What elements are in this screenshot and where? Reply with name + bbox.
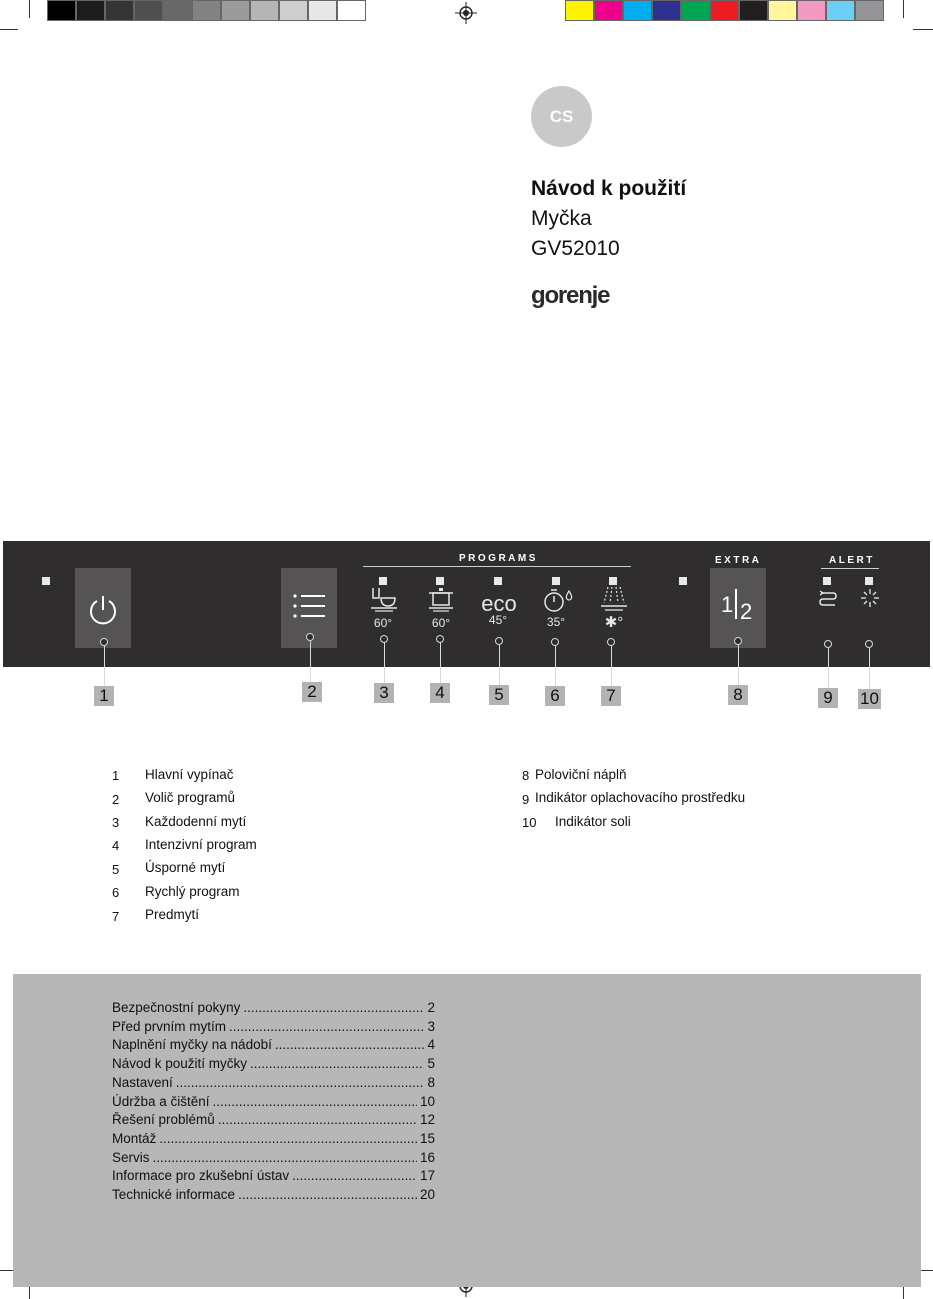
language-badge: CS [531,86,592,147]
programs-underline [363,566,631,567]
rinse-aid-icon [817,588,839,608]
extra-label: EXTRA [715,555,762,566]
toc-entry-page: 2 [427,1000,435,1015]
color-swatch [826,0,855,21]
toc-entry-label: Před prvním mytím [112,1018,227,1034]
model-number: GV52010 [531,237,620,260]
toc-entry-page: 15 [419,1130,435,1146]
leader-line [499,645,500,685]
product-name: Myčka [531,207,592,230]
color-swatch [710,0,739,21]
toc-entry-page: 8 [427,1074,435,1090]
daily-wash-icon [367,586,399,614]
legend-label: Indikátor soli [555,814,631,829]
toc-entry-page: 4 [427,1037,435,1053]
legend-number: 6 [112,885,120,900]
legend-number: 2 [112,792,120,807]
program-led [436,577,444,585]
gray-swatch [250,0,279,21]
toc-entry[interactable] [112,1094,435,1113]
crop-mark [29,0,30,18]
toc-leader-dots [153,1150,417,1165]
legend-number: 3 [112,815,120,830]
toc-entry[interactable] [112,1112,435,1131]
half-load-led [679,577,687,585]
toc-entry-label: Technické informace [112,1187,236,1202]
power-icon [75,568,131,648]
gray-swatch [105,0,134,21]
program-temp: 60° [431,616,451,630]
alert-underline [821,568,879,569]
color-swatch [768,0,797,21]
color-swatch [623,0,652,21]
legend-number: 10 [522,815,537,830]
crop-mark [0,29,18,30]
toc-entry[interactable] [112,1187,435,1206]
leader-line [440,643,441,683]
color-swatch [797,0,826,21]
toc-leader-dots [292,1168,417,1183]
half-load-denominator: 2 [740,599,753,624]
toc-entry-label: Montáž [112,1130,157,1146]
quick-timer-icon [541,587,575,615]
legend-label: Indikátor oplachovacího prostředku [535,790,746,805]
gray-swatch [76,0,105,21]
toc-entry-label: Informace pro zkušební ústav [112,1168,290,1184]
color-swatch [652,0,681,21]
toc-entry-page: 20 [419,1187,435,1202]
legend-label: Hlavní vypínač [145,767,234,782]
toc-entry[interactable] [112,1150,435,1169]
leader-line [384,643,385,683]
toc-entry[interactable] [112,1131,435,1150]
callout-5: 5 [489,685,509,705]
color-swatch [739,0,768,21]
toc-entry-page: 5 [427,1056,435,1072]
program-led [552,577,560,585]
leader-line [611,646,612,686]
salt-led [865,577,873,585]
legend-label: Volič programů [145,790,236,805]
legend-number: 4 [112,838,120,853]
program-temp: 60° [373,616,393,630]
callout-2: 2 [302,682,322,702]
leader-line [738,645,739,685]
legend-label: Každodenní mytí [145,814,247,829]
color-swatch [855,0,884,21]
toc-entry[interactable] [112,1168,435,1187]
toc-entry-label: Naplnění myčky na nádobí [112,1037,272,1053]
callout-7: 7 [601,686,621,706]
toc-entry-label: Údržba a čištění [112,1093,210,1109]
legend-number: 9 [522,792,530,807]
program-temp: 35° [546,615,566,629]
gray-swatch [337,0,366,21]
callout-6: 6 [545,686,565,706]
toc-leader-dots [238,1187,417,1202]
callout-4: 4 [430,683,450,703]
eco-icon: eco [481,591,517,616]
gray-swatch [279,0,308,21]
callout-8: 8 [728,685,748,705]
toc-entry[interactable] [112,1019,435,1038]
toc-entry-label: Řešení problémů [112,1112,215,1128]
gray-swatch [308,0,337,21]
legend-number: 8 [522,768,530,783]
toc-entry[interactable] [112,1037,435,1056]
document-title: Návod k použití [531,177,687,200]
half-load-button[interactable] [710,568,766,648]
toc-leader-dots [218,1112,417,1127]
program-temp: ✱° [604,614,624,631]
legend-label: Predmytí [145,907,200,922]
program-led [494,577,502,585]
leader-line [310,641,311,683]
color-swatch [565,0,594,21]
power-button[interactable] [75,568,131,648]
color-swatch [681,0,710,21]
program-led [379,577,387,585]
crop-mark [913,29,933,30]
toc-entry[interactable] [112,1056,435,1075]
gray-swatch [163,0,192,21]
legend-label: Poloviční náplň [535,767,627,782]
half-load-divider [735,589,737,619]
toc-leader-dots [159,1131,417,1146]
callout-9: 9 [818,688,838,708]
half-load-numerator: 1 [721,592,734,617]
registration-mark-top [455,2,477,24]
intensive-pot-icon [425,585,457,615]
crop-mark [903,0,904,18]
toc-entry-page: 3 [427,1018,435,1034]
leader-line [828,648,829,688]
toc-entry-label: Nastavení [112,1074,173,1090]
gray-swatch [221,0,250,21]
power-led [42,577,50,585]
legend-number: 7 [112,909,120,924]
salt-icon [859,587,881,609]
gray-swatch [47,0,76,21]
control-panel [3,541,930,667]
toc-entry-page: 16 [419,1149,435,1165]
programs-label: PROGRAMS [459,553,538,564]
rinse-aid-led [823,577,831,585]
gray-swatch [192,0,221,21]
toc-entry-page: 17 [419,1168,435,1184]
gray-swatch [134,0,163,21]
leader-line [555,646,556,686]
alert-label: ALERT [829,555,875,566]
legend-number: 5 [112,862,120,877]
toc-entry[interactable] [112,1000,435,1019]
callout-10: 10 [858,689,881,709]
toc-entry-page: 12 [419,1112,435,1128]
leader-line [104,646,105,686]
toc-entry-page: 10 [419,1093,435,1109]
prewash-icon [598,585,630,615]
toc-leader-dots [243,1000,424,1015]
toc-entry-label: Bezpečnostní pokyny [112,1000,241,1015]
toc-leader-dots [275,1037,425,1052]
legend-label: Rychlý program [145,884,240,899]
color-swatch [594,0,623,21]
toc-leader-dots [229,1019,424,1034]
toc-entry-label: Servis [112,1149,150,1165]
legend-label: Intenzivní program [145,837,257,852]
brand-logo: gorenje [531,282,610,309]
leader-line [869,648,870,690]
toc-leader-dots [250,1056,424,1071]
legend-number: 1 [112,768,120,783]
callout-3: 3 [374,683,394,703]
program-led [609,577,617,585]
toc-leader-dots [176,1075,425,1090]
toc-entry-label: Návod k použití myčky [112,1056,248,1072]
toc-entry[interactable] [112,1075,435,1094]
callout-1: 1 [94,686,114,706]
program-temp: 45° [488,613,508,627]
toc-leader-dots [213,1094,417,1109]
legend-label: Úsporné mytí [145,860,226,875]
